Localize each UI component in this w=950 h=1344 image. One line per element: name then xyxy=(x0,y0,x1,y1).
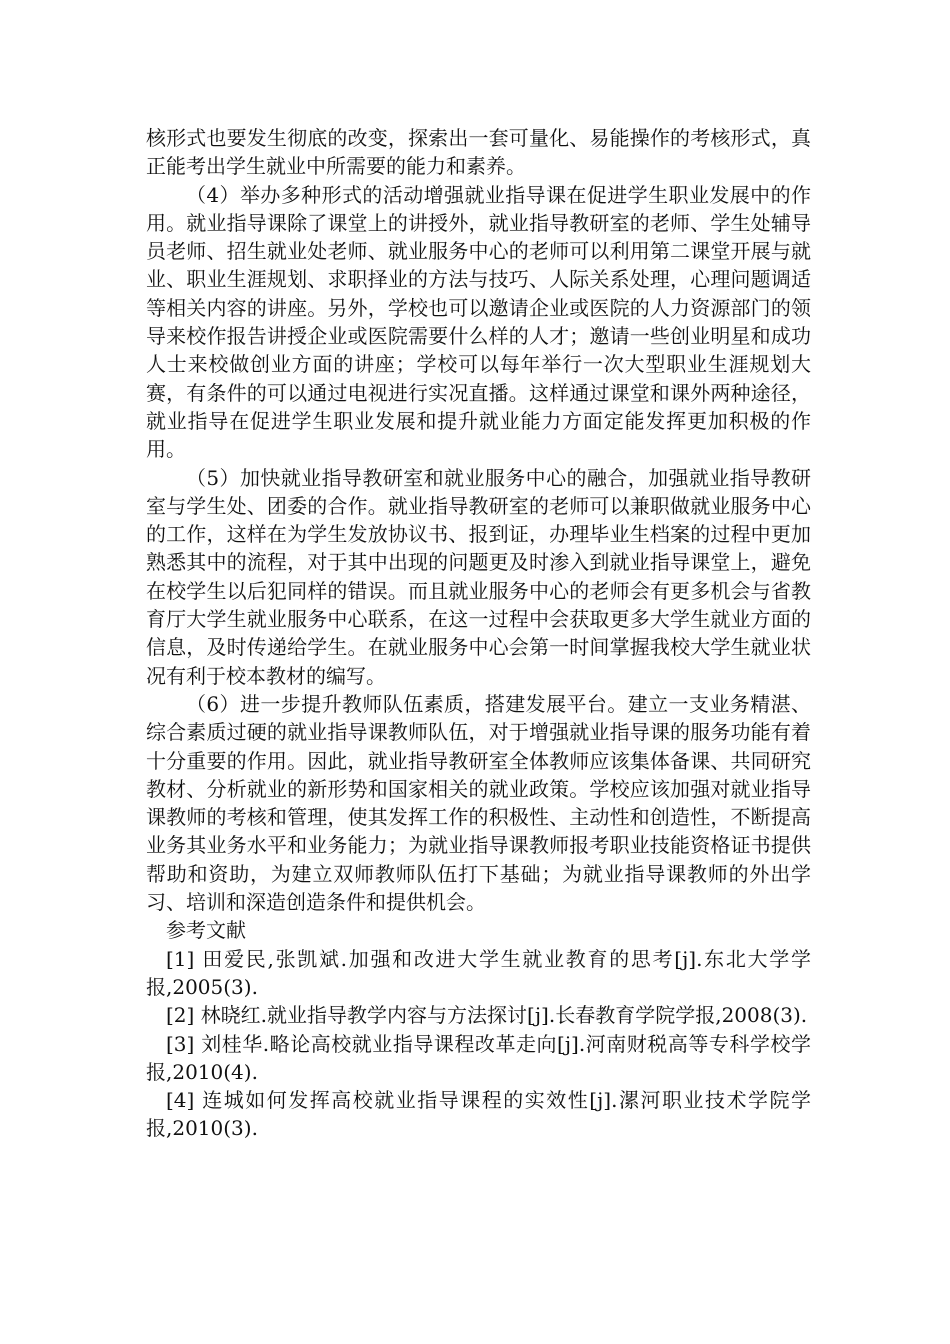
reference-item-4: [4] 连城如何发挥高校就业指导课程的实效性[j].漯河职业技术学院学报,2010(3). xyxy=(146,1088,811,1141)
document-page xyxy=(146,124,811,1143)
paragraph-6: （6）进一步提升教师队伍素质，搭建发展平台。建立一支业务精湛、综合素质过硬的就业指导课教师队伍，对于增强就业指导课的服务功能有着十分重要的作用。因此，就业指导教研室全体教师应该集体备课、共同研究教材、分析就业的新形势和国家相关的就业政策。学校应该加强对就业指导课教师的考核和管理，使其发挥工作的积极性、主动性和创造性，不断提高业务其业务水平和业务能力；为就业指导课教师报考职业技能资格证书提供帮助和资助，为建立双师教师队伍打下基础；为就业指导课教师的外出学习、培训和深造创造条件和提供机会。 xyxy=(146,691,811,915)
reference-item-3: [3] 刘桂华.略论高校就业指导课程改革走向[j].河南财税高等专科学校学报,2010(4). xyxy=(146,1031,811,1084)
paragraph-4: （4）举办多种形式的活动增强就业指导课在促进学生职业发展中的作用。就业指导课除了课堂上的讲授外，就业指导教研室的老师、学生处辅导员老师、招生就业处老师、就业服务中心的老师可以利用第二课堂开展与就业、职业生涯规划、求职择业的方法与技巧、人际关系处理，心理问题调适等相关内容的讲座。另外，学校也可以邀请企业或医院的人力资源部门的领导来校作报告讲授企业或医院需要什么样的人才；邀请一些创业明星和成功人士来校做创业方面的讲座；学校可以每年举行一次大型职业生涯规划大赛，有条件的可以通过电视进行实况直播。这样通过课堂和课外两种途径，就业指导在促进学生职业发展和提升就业能力方面定能发挥更加积极的作用。 xyxy=(146,182,811,462)
references-heading: 参考文献 xyxy=(166,918,246,943)
paragraph-continuation: 核形式也要发生彻底的改变，探索出一套可量化、易能操作的考核形式，真正能考出学生就业中所需要的能力和素养。 xyxy=(146,126,811,179)
paragraph-5: （5）加快就业指导教研室和就业服务中心的融合，加强就业指导教研室与学生处、团委的合作。就业指导教研室的老师可以兼职做就业服务中心的工作，这样在为学生发放协议书、报到证，办理毕业生档案的过程中更加熟悉其中的流程，对于其中出现的问题更及时渗入到就业指导课堂上，避免在校学生以后犯同样的错误。而且就业服务中心的老师会有更多机会与省教育厅大学生就业服务中心联系，在这一过程中会获取更多大学生就业方面的信息，及时传递给学生。在就业服务中心会第一时间掌握我校大学生就业状况有利于校本教材的编写。 xyxy=(146,465,811,688)
reference-item-2: [2] 林晓红.就业指导教学内容与方法探讨[j].长春教育学院学报,2008(3). xyxy=(166,1003,808,1028)
reference-item-1: [1] 田爱民,张凯斌.加强和改进大学生就业教育的思考[j].东北大学学报,2005(3). xyxy=(146,946,811,999)
